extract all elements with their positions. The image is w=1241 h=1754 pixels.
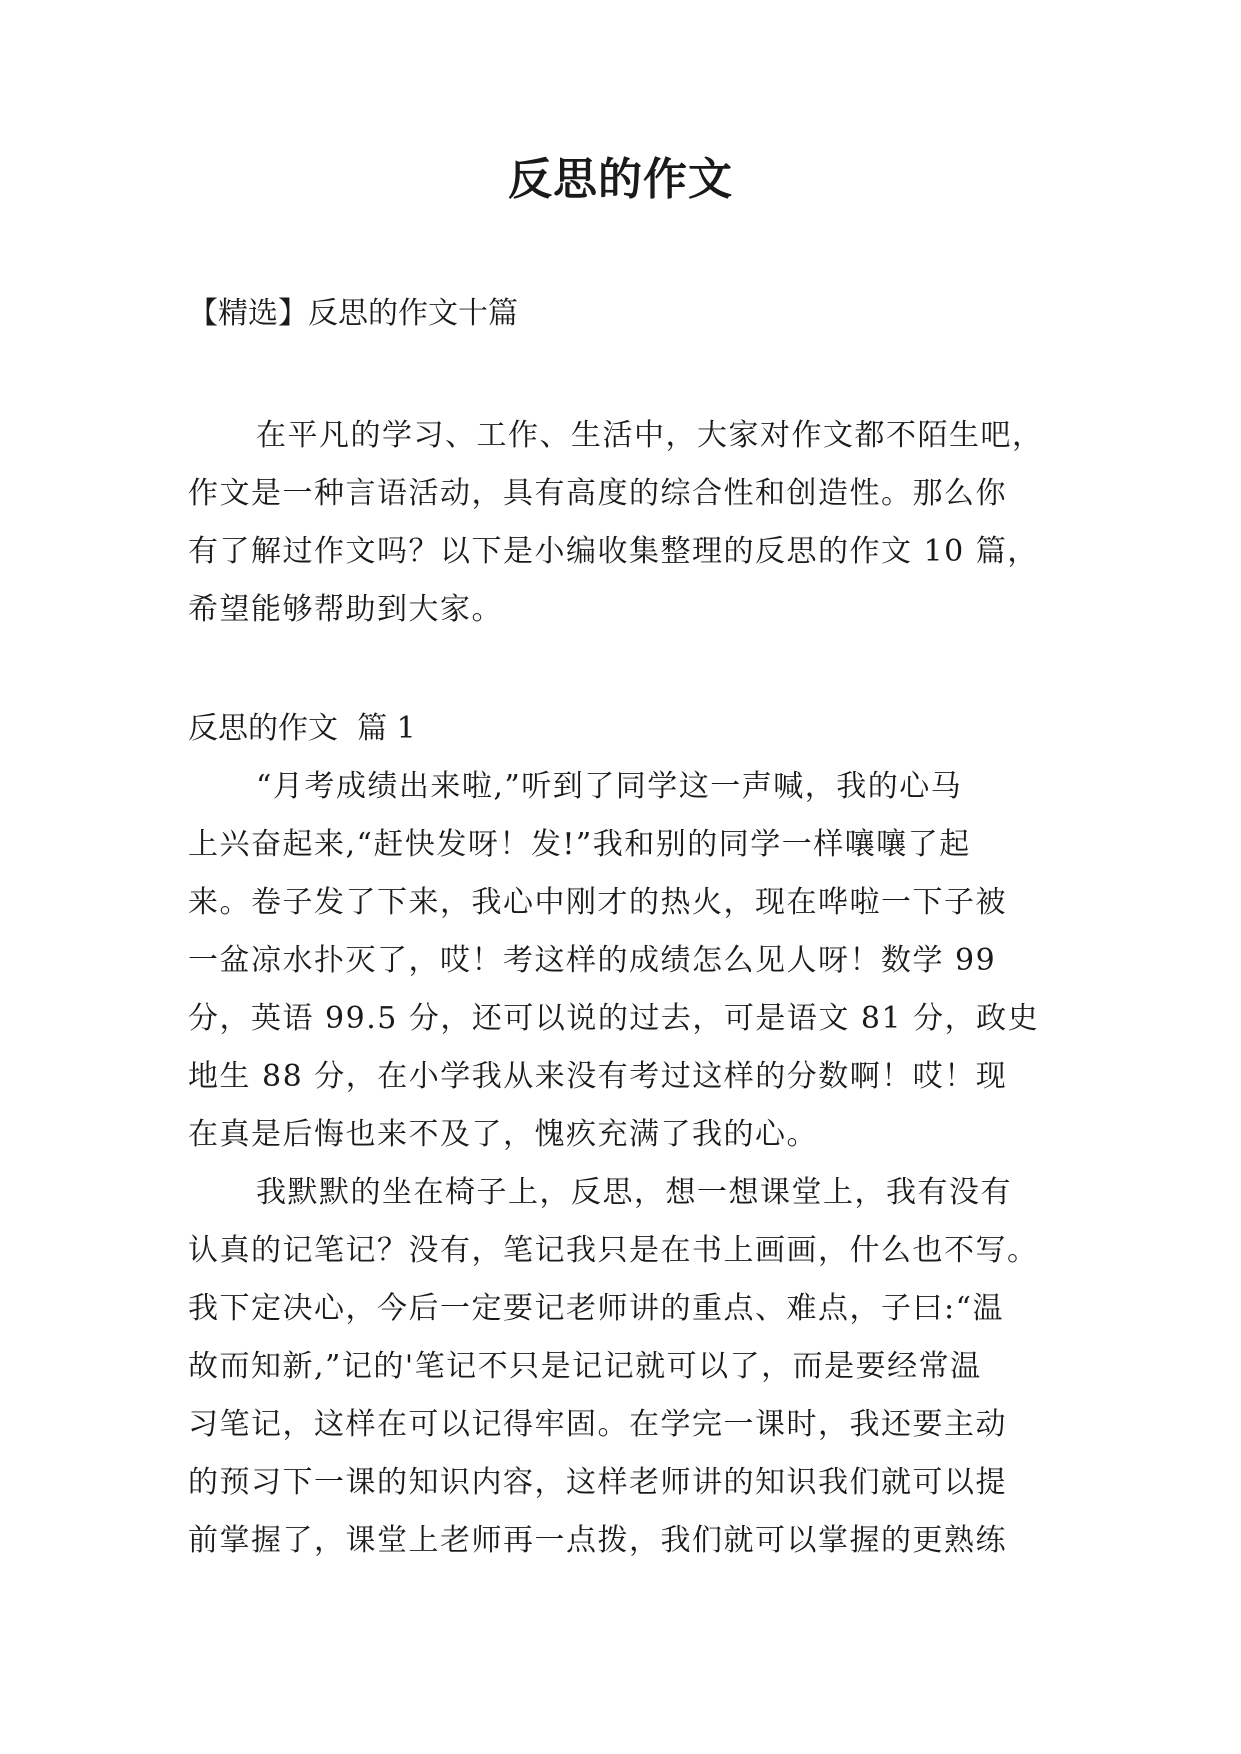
paragraph-line: 分，英语 99.5 分，还可以说的过去，可是语文 81 分，政史: [188, 1001, 1040, 1036]
document-subtitle: 【精选】反思的作文十篇: [188, 296, 518, 331]
paragraph-line: 在真是后悔也来不及了，愧疚充满了我的心。: [188, 1117, 818, 1152]
section-heading: 反思的作文 篇 1: [188, 711, 416, 746]
paragraph-line: 地生 88 分，在小学我从来没有考过这样的分数啊！哎！现: [188, 1059, 1008, 1094]
paragraph-2: [188, 1164, 1068, 1570]
paragraph-line: 上兴奋起来,“赶快发呀！发!”我和别的同学一样嚷嚷了起: [188, 827, 971, 862]
document-title: 反思的作文: [508, 154, 733, 205]
paragraph-line: 我下定决心，今后一定要记老师讲的重点、难点，子曰:“温: [188, 1291, 1004, 1326]
paragraph-line: 来。卷子发了下来，我心中刚才的热火，现在哗啦一下子被: [188, 885, 1007, 920]
paragraph-line: 的预习下一课的知识内容，这样老师讲的知识我们就可以提: [188, 1465, 1007, 1500]
paragraph-line: 前掌握了，课堂上老师再一点拨，我们就可以掌握的更熟练: [188, 1523, 1007, 1558]
paragraph-line: 故而知新,”记的'笔记不只是记记就可以了，而是要经常温: [188, 1349, 982, 1384]
paragraph-1: [188, 758, 1068, 1164]
paragraph-line: 习笔记，这样在可以记得牢固。在学完一课时，我还要主动: [188, 1407, 1007, 1442]
paragraph-line: 我默默的坐在椅子上，反思，想一想课堂上，我有没有: [256, 1175, 1012, 1210]
intro-line: 有了解过作文吗？以下是小编收集整理的反思的作文 10 篇，: [188, 534, 1039, 569]
intro-line: 作文是一种言语活动，具有高度的综合性和创造性。那么你: [188, 476, 1007, 511]
essay-section-1: [188, 700, 1068, 1570]
paragraph-line: 一盆凉水扑灭了，哎！考这样的成绩怎么见人呀！数学 99: [188, 943, 997, 978]
intro-line: 希望能够帮助到大家。: [188, 592, 503, 627]
paragraph-line: “月考成绩出来啦,”听到了同学这一声喊，我的心马: [256, 769, 963, 804]
intro-line: 在平凡的学习、工作、生活中，大家对作文都不陌生吧，: [256, 418, 1044, 453]
paragraph-line: 认真的记笔记？没有，笔记我只是在书上画画，什么也不写。: [188, 1233, 1039, 1268]
intro-paragraph: [188, 407, 1068, 639]
